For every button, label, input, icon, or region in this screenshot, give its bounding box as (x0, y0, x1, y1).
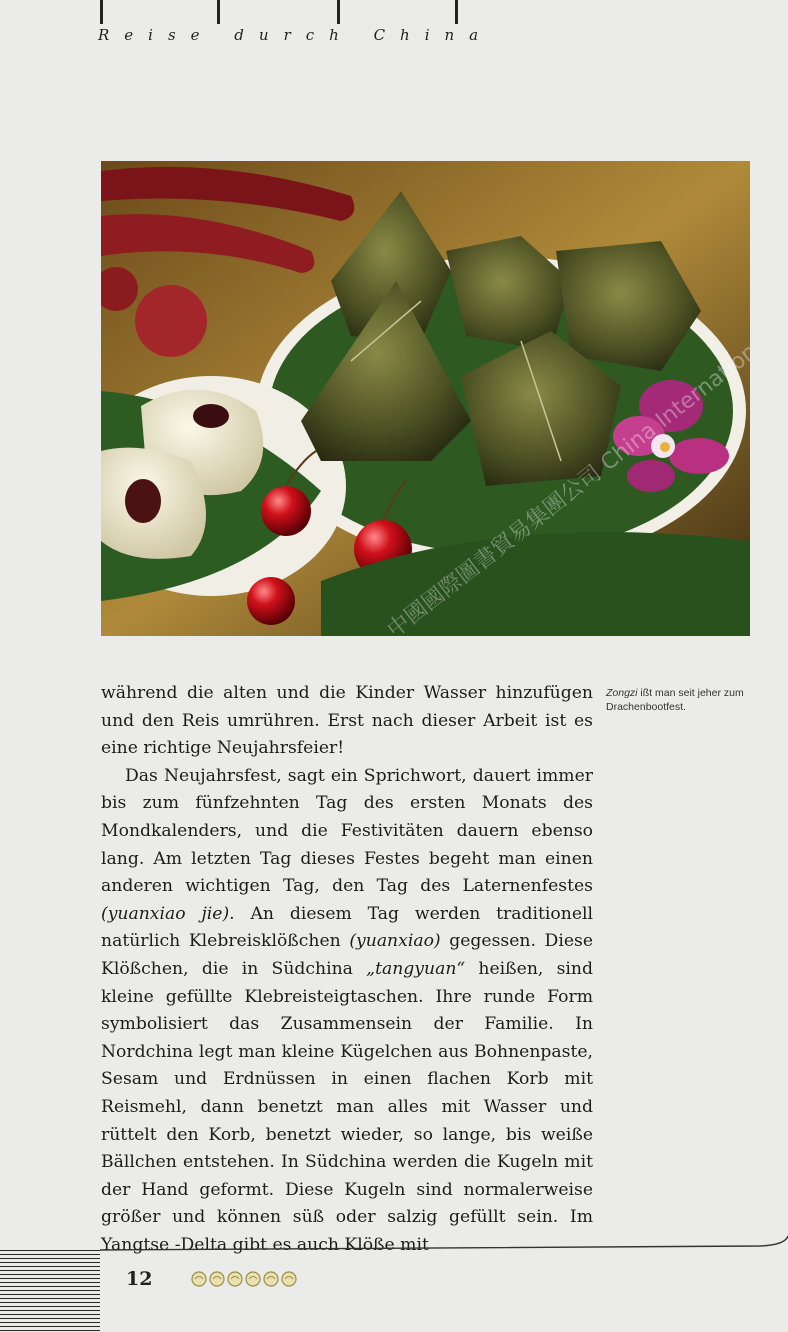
caption-term: Zongzi (606, 687, 638, 699)
page-number: 12 (126, 1268, 153, 1290)
header-rule (337, 0, 340, 24)
header-rule (100, 0, 103, 24)
text-run: . An diesem Tag werden traditionell natürlich Klebreisklößchen (101, 903, 593, 952)
paragraph (101, 763, 593, 1260)
footer-stripes (0, 1250, 100, 1332)
caption-text: ißt man seit jeher zum Drachenbootfest. (606, 687, 744, 713)
running-header: Reise durch China (98, 26, 494, 44)
zongzi-illustration (101, 161, 750, 636)
footer-rule (0, 1232, 788, 1252)
paragraph: während die alten und die Kinder Wasser hinzufügen und den Reis umrühren. Erst nach dieser Arbeit ist es eine richtige Neujahrsfeier! (101, 683, 593, 759)
watermark-text: 中國國際圖書貿易集團公司 China International (382, 327, 750, 636)
term-tangyuan: „tangyuan“ (366, 958, 466, 979)
text-run: gegessen. Diese Klößchen, die in Südchina (101, 931, 593, 979)
zongzi-photo (101, 161, 750, 636)
text-run: heißen, sind kleine gefüllte Klebreisteigtaschen. Ihre runde Form symbolisiert das Zusammensein der Familie. In Nordchina legt man kleine Kügelchen aus Bohnenpaste, Sesam und Erdnüssen in einen flachen Korb mit Reismehl, dann benetzt man alles mit Wasser und rüttelt den Korb, benetzt wieder, so lange, bis weiße Bällchen entstehen. In Südchina werden die Kugeln mit der Hand geformt. Diese Kugeln sind normalerweise größer und können süß oder salzig gefüllt sein. Im Yangtse -Delta gibt es auch Klöße mit (101, 958, 593, 1255)
term-yuanxiao-jie: (yuanxiao jie) (101, 903, 230, 924)
header-rule (217, 0, 220, 24)
term-yuanxiao: (yuanxiao) (349, 931, 441, 952)
header-rule (455, 0, 458, 24)
ornament-icon (190, 1270, 302, 1288)
text-run: Das Neujahrsfest, sagt ein Sprichwort, dauert immer bis zum fünfzehnten Tag des ersten Monats des Mondkalenders, und die Festivitäten dauern ebenso lang. Am letzten Tag dieses Festes begeht man einen anderen wichtigen Tag, den Tag des Laternenfestes (101, 765, 593, 897)
body-text (101, 680, 593, 1259)
photo-caption (606, 686, 756, 714)
